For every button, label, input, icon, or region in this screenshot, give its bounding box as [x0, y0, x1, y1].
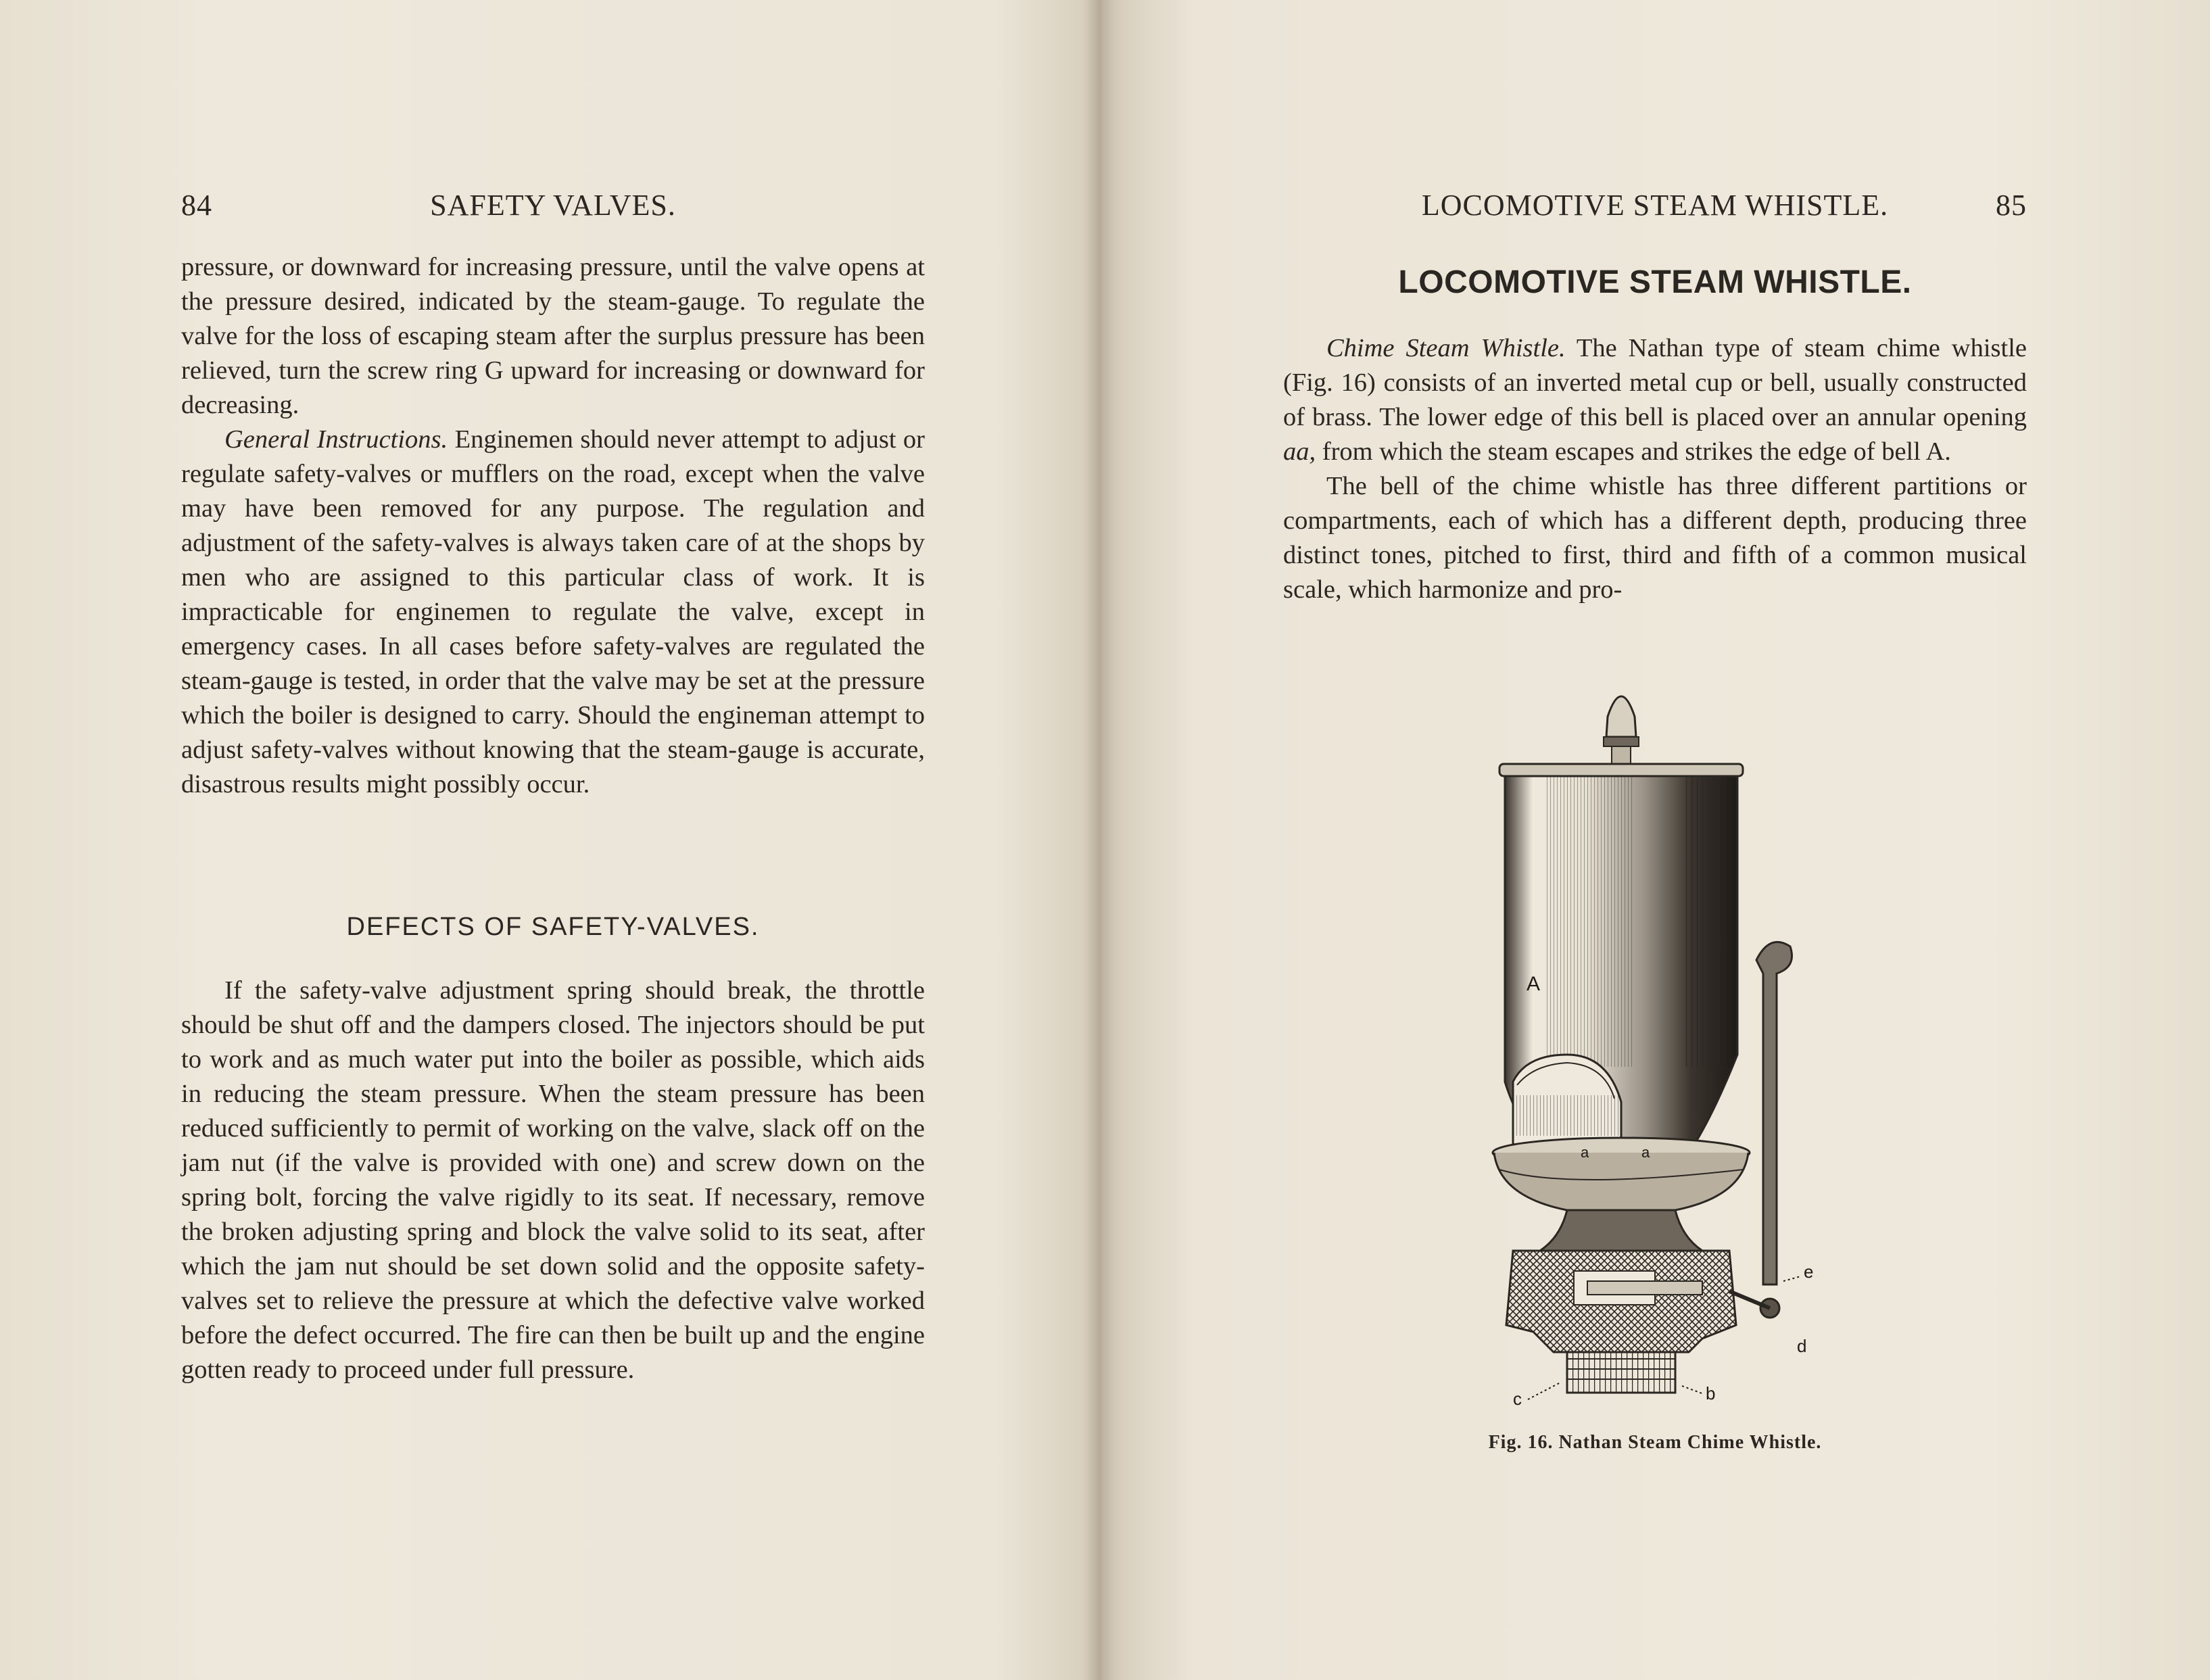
left-page — [181, 0, 925, 1680]
finial-top — [1606, 696, 1636, 737]
defects-body-text — [181, 974, 925, 1387]
section-heading-defects: DEFECTS OF SAFETY-VALVES. — [346, 913, 760, 941]
left-running-title: SAFETY VALVES. — [430, 189, 676, 222]
figure-caption: Fig. 16. Nathan Steam Chime Whistle. — [1488, 1432, 1822, 1453]
figure-label-a-right: a — [1641, 1144, 1650, 1161]
general-instructions-lead: General Instructions. — [224, 425, 448, 454]
left-running-head — [181, 188, 925, 229]
whistle-lever — [1756, 942, 1792, 1285]
whistle-illustration — [1486, 676, 1837, 1420]
main-heading-steam-whistle: LOCOMOTIVE STEAM WHISTLE. — [1398, 264, 1912, 300]
chime-whistle-italic-aa: aa, — [1283, 437, 1316, 466]
left-body-text — [181, 250, 925, 802]
figure-label-e: e — [1804, 1262, 1814, 1282]
chime-whistle-lead: Chime Steam Whistle. — [1326, 334, 1566, 362]
right-body-text — [1283, 331, 2027, 607]
figure-label-a-left: a — [1581, 1144, 1589, 1161]
paragraph-general-instructions — [181, 423, 925, 802]
paragraph-defects: If the safety-valve adjustment spring should break, the throttle should be shut off and the dampers closed. The injectors should be put to work and as much water put into the boiler as possible, which aids in reducing the steam pressure. When the steam pressure has been reduced sufficiently to permit of working on the valve, slack off on the jam nut (if the valve is provided with one) and screw down on the spring bolt, forcing the valve rigidly to its seat. If necessary, remove the broken adjusting spring and block the valve solid to its seat, after which the jam nut should be set down solid and the opposite safety-valves set to relieve the pressure at which the defective valve worked before the defect occurred. The fire can then be built up and the engine gotten ready to proceed under full pressure. — [181, 976, 925, 1384]
paragraph-bell: The bell of the chime whistle has three different partitions or compartments, each of which has a different depth, producing three distinct tones, pitched to first, third and fifth of a common musical scale, which harmonize and pro- — [1283, 472, 2027, 604]
chime-whistle-text-2: from which the steam escapes and strikes the edge of bell A. — [1316, 437, 1951, 466]
right-page — [1283, 0, 2027, 1680]
chime-whistle-text-1: The Nathan type of steam chime whistle (Fig. 16) consists of an inverted metal cup or bell, usually constructed of brass. The lower edge of this bell is placed over an annular opening — [1283, 334, 2027, 431]
book-gutter — [1082, 0, 1122, 1680]
figure-label-b: b — [1706, 1383, 1716, 1403]
right-running-head — [1283, 188, 2027, 229]
paragraph-continuation: pressure, or downward for increasing pressure, until the valve opens at the pressure desired, indicated by the steam-gauge. To regulate the valve for the loss of escaping steam after the surplus pressure has been relieved, turn the screw ring G upward for increasing or downward for decreasing. — [181, 253, 925, 419]
general-instructions-text: Enginemen should never attempt to adjust or regulate safety-valves or mufflers on the road, except when the valve may have been removed for any purpose. The regulation and adjustment of the safety-valves is always taken care of at the shops by men who are assigned to this particular class of work. It is impracticable for enginemen to regulate the valve, except in emergency cases. In all cases before safety-valves are regulated the steam-gauge is tested, in order that the valve may be set at the pressure which the boiler is designed to carry. Should the engineman attempt to adjust safety-valves without knowing that the steam-gauge is accurate, disastrous results might possibly occur. — [181, 425, 925, 798]
paragraph-chime-whistle — [1283, 331, 2027, 469]
right-page-number: 85 — [1996, 189, 2027, 222]
figure-label-c: c — [1513, 1389, 1522, 1409]
right-running-title: LOCOMOTIVE STEAM WHISTLE. — [1421, 189, 1889, 222]
left-page-number: 84 — [181, 189, 212, 222]
figure-label-d: d — [1797, 1336, 1807, 1356]
figure-label-a-bell: A — [1527, 973, 1541, 995]
